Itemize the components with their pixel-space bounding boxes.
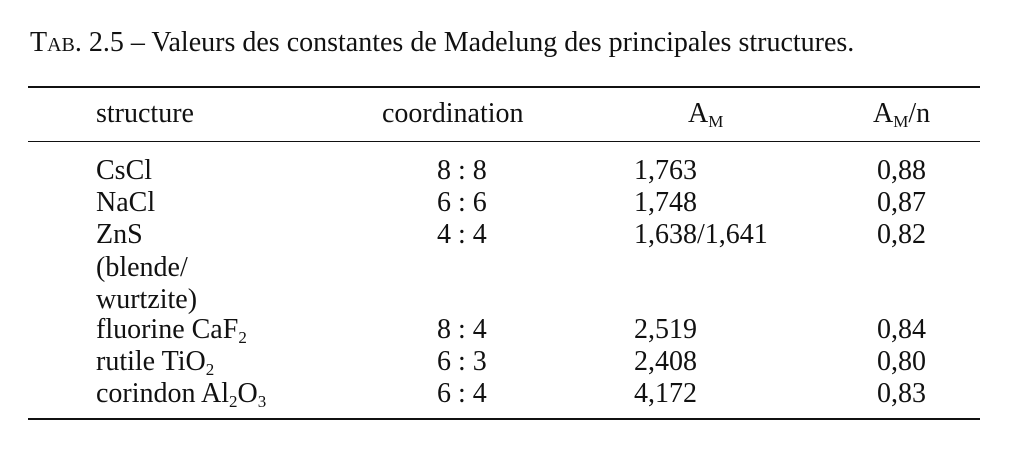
row-structure: NaCl <box>96 187 156 218</box>
caption-dash: – <box>130 27 145 58</box>
row-coordination: 6 : 6 <box>437 187 487 218</box>
row-coordination: 8 : 8 <box>437 155 487 186</box>
row-am: 2,408 <box>634 346 697 377</box>
header-structure: structure <box>96 98 194 129</box>
row-structure: corindon $Al_2O_3$ <box>96 378 267 411</box>
table-header-rule <box>28 141 980 142</box>
row-structure: ZnS <box>96 219 143 250</box>
row-am-over-n: 0,82 <box>877 219 926 250</box>
caption-label: Tab. <box>30 27 82 58</box>
row-am: 1,748 <box>634 187 697 218</box>
header-am-over-n: $A_M/n$ <box>873 98 931 131</box>
row-am-over-n: 0,80 <box>877 346 926 377</box>
row-structure: rutile TiO$_2$ <box>96 346 215 379</box>
row-am: 2,519 <box>634 314 697 345</box>
table-top-rule <box>28 86 980 88</box>
caption-number: 2.5 <box>88 27 124 58</box>
table-bottom-rule <box>28 418 980 420</box>
table-caption <box>30 26 854 60</box>
row-structure: CsCl <box>96 155 153 186</box>
header-coordination: coordination <box>382 98 524 129</box>
row-structure: fluorine CaF$_2$ <box>96 314 247 347</box>
row-coordination: 8 : 4 <box>437 314 487 345</box>
row-structure-line3: wurtzite) <box>96 284 198 315</box>
row-am-over-n: 0,88 <box>877 155 926 186</box>
row-am: 1,638/1,641 <box>634 219 768 250</box>
row-am: 4,172 <box>634 378 697 409</box>
row-am-over-n: 0,83 <box>877 378 926 409</box>
row-am: 1,763 <box>634 155 697 186</box>
row-structure-line2: (blende/ <box>96 252 188 283</box>
header-am: $A_M$ <box>688 98 724 131</box>
row-coordination: 6 : 4 <box>437 378 487 409</box>
row-am-over-n: 0,87 <box>877 187 926 218</box>
row-coordination: 4 : 4 <box>437 219 487 250</box>
caption-text: Valeurs des constantes de Madelung des principales structures. <box>151 27 855 58</box>
row-am-over-n: 0,84 <box>877 314 926 345</box>
row-coordination: 6 : 3 <box>437 346 487 377</box>
